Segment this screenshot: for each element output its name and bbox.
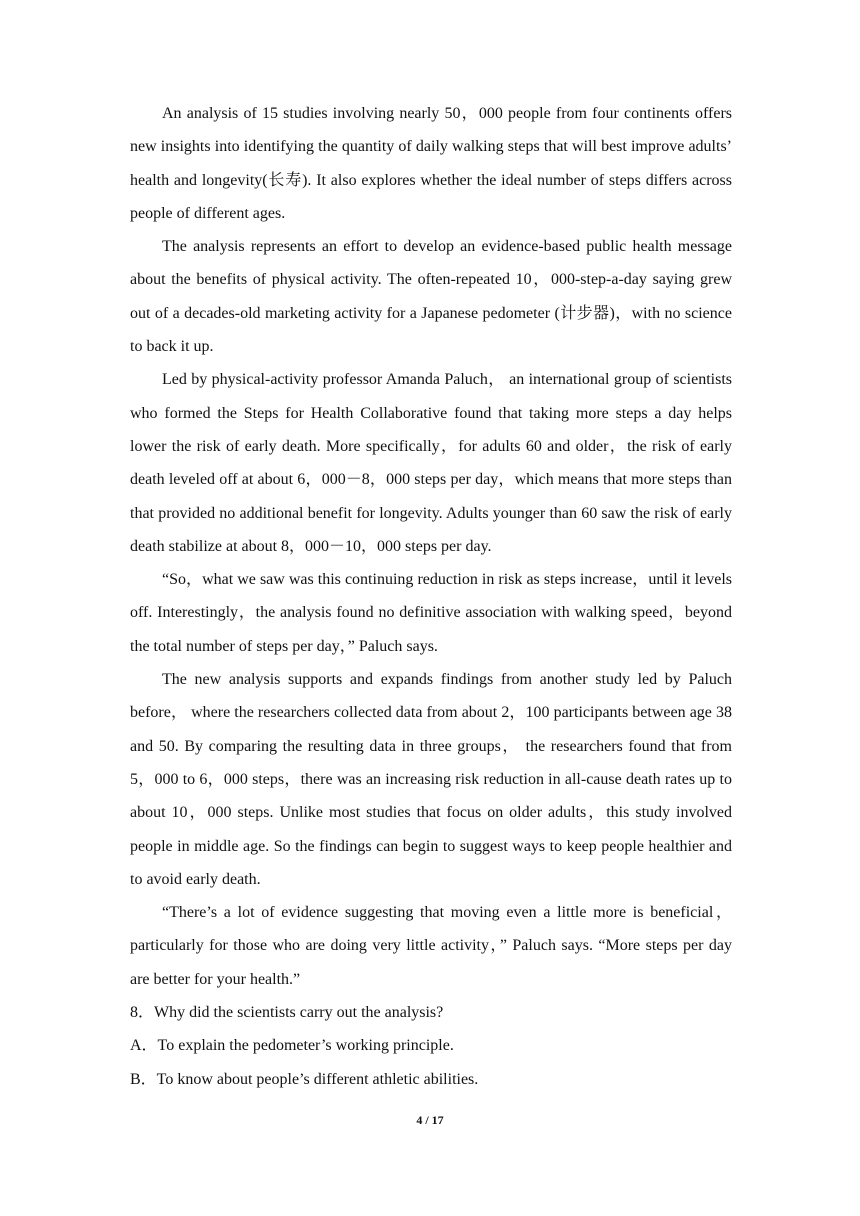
- paragraph-2: The analysis represents an effort to develop an evidence-based public health message about the benefits of physical activity. The often-repeated 10，000-step-a-day saying grew out of a decades-old marketing activity for a Japanese pedometer (计步器)，with no science to back it up.: [130, 238, 732, 356]
- page-number: 4 / 17: [416, 1113, 444, 1127]
- question-stem: 8．Why did the scientists carry out the analysis?: [130, 1004, 444, 1022]
- paragraph-3: Led by physical-activity professor Amanda Paluch， an international group of scientists who formed the Steps for Health Collaborative found that taking more steps a day helps lower the risk of early death. More specifically，for adults 60 and older，the risk of early death leveled off at about 6，000－8，000 steps per day，which means that more steps than that provided no additional benefit for longevity. Adults younger than 60 saw the risk of early death stabilize at about 8，000－10，000 steps per day.: [130, 371, 732, 555]
- paragraph-5: The new analysis supports and expands findings from another study led by Paluch before， where the researchers collected data from about 2，100 participants between age 38 and 50. By comparing the resulting data in three groups， the researchers found that from 5，000 to 6，000 steps，there was an increasing risk reduction in all-cause death rates up to about 10，000 steps. Unlike most studies that focus on older adults，this study involved people in middle age. So the findings can begin to suggest ways to keep people healthier and to avoid early death.: [130, 671, 732, 888]
- paragraph-1: An analysis of 15 studies involving nearly 50，000 people from four continents offers new insights into identifying the quantity of daily walking steps that will best improve adults’ health and longevity(长寿). It also explores whether the ideal number of steps differs across people of different ages.: [130, 105, 732, 222]
- paragraph-4: “So，what we saw was this continuing reduction in risk as steps increase，until it levels off. Interestingly，the analysis found no definitive association with walking speed，beyond the total number of steps per day，” Paluch says.: [130, 571, 732, 655]
- paragraph-6: “There’s a lot of evidence suggesting that moving even a little more is beneficial， particularly for those who are doing very little activity，” Paluch says. “More steps per day are better for your health.”: [130, 904, 732, 988]
- article-body: [130, 97, 732, 1096]
- option-a: A．To explain the pedometer’s working principle.: [130, 1037, 454, 1055]
- option-b: B．To know about people’s different athletic abilities.: [130, 1070, 479, 1088]
